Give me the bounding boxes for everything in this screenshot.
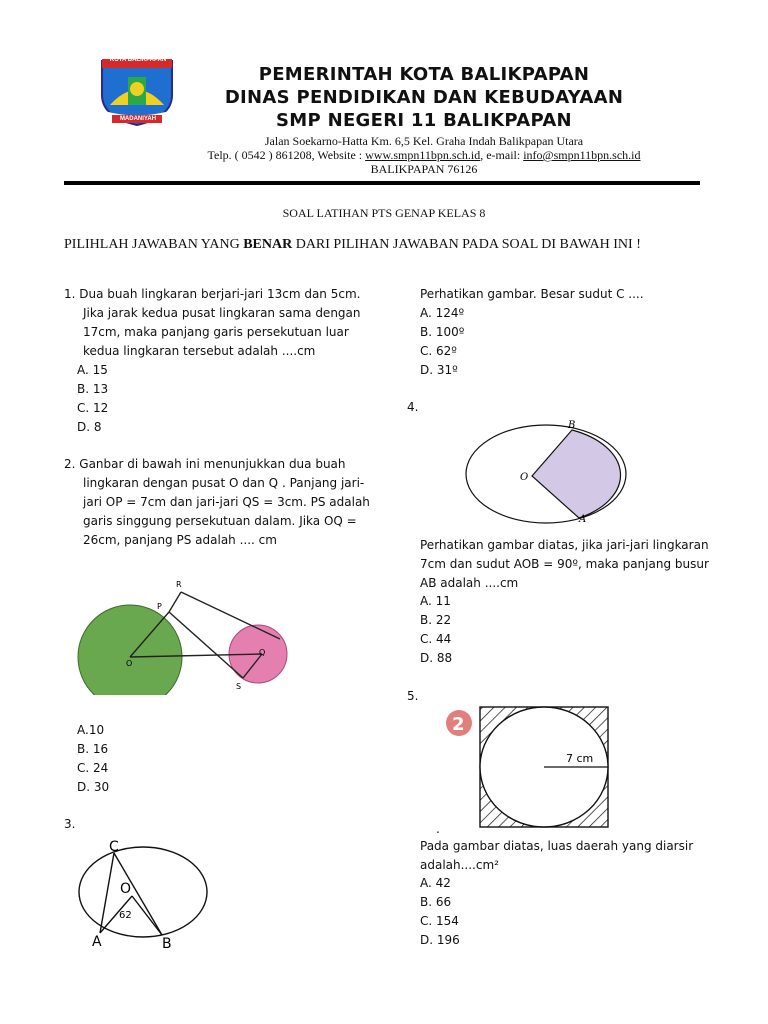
instruction-post: DARI PILIHAN JAWABAN PADA SOAL DI BAWAH INI !: [292, 237, 641, 252]
q2-circle-o: [78, 605, 182, 695]
q3-label-b: B: [162, 936, 172, 952]
q2-option-a[interactable]: A.10: [77, 723, 105, 737]
q2-line-rs: [181, 592, 280, 639]
header-divider: [64, 181, 700, 185]
q1-option-c[interactable]: C. 12: [77, 401, 109, 415]
website-link[interactable]: www.smpn11bpn.sch.id: [365, 148, 481, 162]
q2-label-r: R: [176, 580, 182, 589]
q5-badge-number: 2: [452, 714, 465, 735]
q3-label-a: A: [92, 934, 102, 950]
q2-option-c[interactable]: C. 24: [77, 761, 109, 775]
q2-line: 2. Ganbar di bawah ini menunjukkan dua buah: [64, 457, 346, 471]
contact-email-prefix: , e-mail:: [480, 148, 524, 162]
q2-option-d[interactable]: D. 30: [77, 780, 110, 794]
q5-number: 5.: [407, 689, 419, 703]
q4-line: 7cm dan sudut AOB = 90º, maka panjang busur: [420, 557, 709, 571]
q4-label-o: O: [520, 472, 529, 483]
q1-option-a[interactable]: A. 15: [77, 363, 108, 377]
q5-figure: [440, 704, 640, 830]
q2-option-b[interactable]: B. 16: [77, 742, 109, 756]
q3-option-d[interactable]: D. 31º: [420, 363, 458, 377]
q4-line: AB adalah ....cm: [420, 576, 519, 590]
q5-dot: .: [436, 822, 440, 836]
q3-label-o: O: [120, 881, 132, 897]
q2-line: jari OP = 7cm dan jari-jari QS = 3cm. PS adalah: [83, 495, 370, 509]
logo-text-top: KOTA BALIKPAPAN: [109, 57, 167, 63]
q5-label: 7 cm: [566, 752, 594, 765]
instruction-pre: PILIHLAH JAWABAN YANG: [64, 237, 244, 252]
q3-label-angle: 62: [119, 910, 132, 921]
instruction-bold: BENAR: [243, 237, 293, 252]
doc-title: SOAL LATIHAN PTS GENAP KELAS 8: [282, 206, 486, 220]
q5-line: Pada gambar diatas, luas daerah yang diarsir: [420, 839, 694, 853]
q3-stem: Perhatikan gambar. Besar sudut C ....: [420, 287, 644, 301]
q3-option-b[interactable]: B. 100º: [420, 325, 465, 339]
q5-options: [420, 874, 460, 950]
q5-line: adalah....cm²: [420, 858, 499, 872]
q4-option-c[interactable]: C. 44: [420, 632, 452, 646]
q5-option-b[interactable]: B. 66: [420, 895, 452, 909]
q3-option-a[interactable]: A. 124º: [420, 306, 465, 320]
q5-option-c[interactable]: C. 154: [420, 914, 459, 928]
q4-number: 4.: [407, 400, 419, 414]
q2-label-o: O: [126, 659, 133, 668]
doc-instruction: [64, 237, 641, 253]
q4-option-b[interactable]: B. 22: [420, 613, 452, 627]
q1-line: Jika jarak kedua pusat lingkaran sama dengan: [83, 306, 361, 320]
contact-phone: Telp. ( 0542 ) 861208, Website :: [207, 148, 366, 162]
q3-options: [420, 304, 464, 380]
q4-stem: [420, 536, 730, 593]
header-line-3: SMP NEGERI 11 BALIKPAPAN: [276, 110, 572, 131]
q3-option-c[interactable]: C. 62º: [420, 344, 457, 358]
q4-figure: [462, 416, 632, 526]
header-city: BALIKPAPAN 76126: [370, 162, 478, 176]
q2-line: garis singgung persekutuan dalam. Jika OQ =: [83, 514, 357, 528]
header-line-2: DINAS PENDIDIKAN DAN KEBUDAYAAN: [224, 87, 624, 108]
q1-option-d[interactable]: D. 8: [77, 420, 102, 434]
q2-label-s: S: [236, 682, 242, 691]
q1-options: [77, 361, 108, 437]
q5-option-d[interactable]: D. 196: [420, 933, 460, 947]
q1-stem: [64, 285, 384, 361]
q3-circle: [79, 847, 207, 937]
q1-option-b[interactable]: B. 13: [77, 382, 109, 396]
q1-line: 1. Dua buah lingkaran berjari-jari 13cm dan 5cm.: [64, 287, 361, 301]
q4-option-a[interactable]: A. 11: [420, 594, 451, 608]
q1-line: kedua lingkaran tersebut adalah ....cm: [83, 344, 316, 358]
q4-options: [420, 592, 452, 668]
q2-line: lingkaran dengan pusat O dan Q . Panjang jari-: [83, 476, 365, 490]
q4-label-b: B: [568, 420, 576, 431]
header-contact: [40, 148, 768, 163]
q5-stem: [420, 837, 730, 875]
q4-option-d[interactable]: D. 88: [420, 651, 453, 665]
q3-number: 3.: [64, 817, 76, 831]
q2-options: [77, 721, 109, 797]
header-line-1: PEMERINTAH KOTA BALIKPAPAN: [258, 64, 590, 85]
q3-figure: [76, 836, 226, 952]
header-address: Jalan Soekarno-Hatta Km. 6,5 Kel. Graha Indah Balikpapan Utara: [264, 134, 584, 148]
q4-label-a: A: [579, 514, 587, 525]
q2-line: 26cm, panjang PS adalah .... cm: [83, 533, 277, 547]
q2-label-q: Q: [259, 648, 266, 657]
q4-line: Perhatikan gambar diatas, jika jari-jari lingkaran: [420, 538, 709, 552]
q5-option-a[interactable]: A. 42: [420, 876, 451, 890]
logo-text-bottom: MADANIYAH: [119, 116, 157, 122]
q3-label-c: C: [109, 839, 119, 855]
email-link[interactable]: info@smpn11bpn.sch.id: [523, 148, 641, 162]
q2-figure: [70, 575, 300, 695]
q2-label-p: P: [157, 602, 162, 611]
q2-line-pr: [169, 592, 181, 612]
q2-stem: [64, 455, 384, 550]
q1-line: 17cm, maka panjang garis persekutuan luar: [83, 325, 349, 339]
